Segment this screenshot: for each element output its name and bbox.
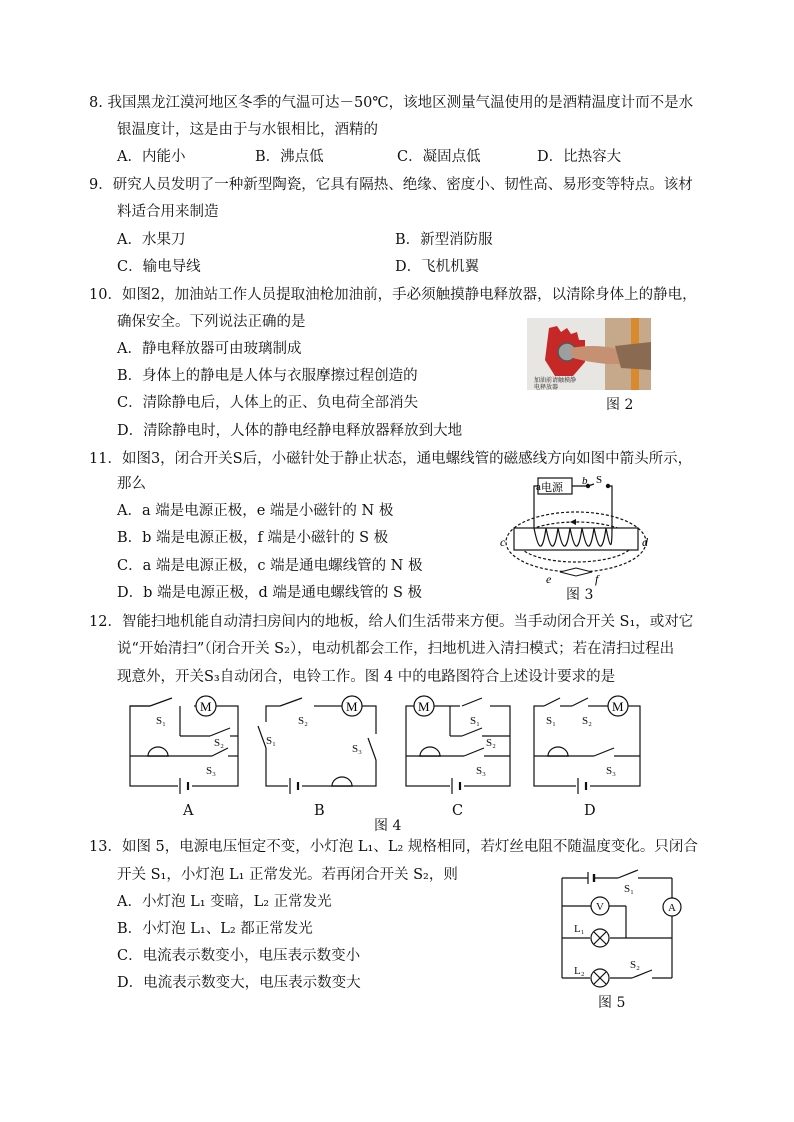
q9-stem-line1: 9．研究人员发明了一种新型陶瓷，它具有隔热、绝缘、密度小、韧性高、易形变等特点。该材 [89,177,693,193]
q10-stem-line1: 10．如图2，加油站工作人员提取油枪加油前，手必须触摸静电释放器，以清除身体上的静电， [89,287,697,303]
q10-option-d: D．清除静电时，人体的静电经静电释放器释放到大地 [117,423,463,439]
q10-option-b: B．身体上的静电是人体与衣服摩擦过程创造的 [117,368,418,384]
q11-stem-line2: 那么 [117,476,146,492]
q11-option-c: C．a 端是电源正极，c 端是通电螺线管的 N 极 [117,558,423,574]
fig4-a-s3: S₃ [206,765,216,777]
fig5-s1-label: S₁ [624,883,634,895]
fig5-caption: 图 5 [598,995,626,1011]
q13-stem-line1: 13．如图 5，电源电压恒定不变，小灯泡 L₁、L₂ 规格相同，若灯丝电阻不随温度变化。只闭合 [89,839,698,855]
fig2-caption: 图 2 [606,397,634,413]
q12-stem-line3: 现意外，开关S₃自动闭合，电铃工作。图 4 中的电路图符合上述设计要求的是 [117,669,616,685]
q13-option-d: D．电流表示数变大，电压表示数变大 [117,975,361,991]
q12-stem-line1: 12．智能扫地机能自动清扫房间内的地板，给人们生活带来方便。当手动闭合开关 S₁，或对它 [89,614,694,630]
fig4-c-s1: S₁ [470,715,480,727]
q12-stem-line2: 说“开始清扫”（闭合开关 S₂），电动机都会工作，扫地机进入清扫模式；若在清扫过程出 [117,641,675,657]
q13-option-b: B．小灯泡 L₁、L₂ 都正常发光 [117,921,313,937]
q9-option-a: A．水果刀 [117,232,186,248]
fig5-l1-label: L₁ [574,923,585,935]
q8-option-b: B．沸点低 [255,149,324,165]
q13-stem-line2: 开关 S₁，小灯泡 L₁ 正常发光。若再闭合开关 S₂，则 [117,867,458,883]
fig5-circuit [554,866,688,992]
q10-stem-line2: 确保安全。下列说法正确的是 [117,314,306,330]
fig3-switch-label: S [596,474,603,486]
q9-option-c: C．输电导线 [117,259,201,275]
fig5-s2-label: S₂ [630,959,640,971]
fig5-ammeter-label: A [668,902,676,914]
q11-option-b: B．b 端是电源正极，f 端是小磁针的 S 极 [117,530,389,546]
fig3-label-d: d [642,535,648,549]
fig4-d-s2: S₂ [582,715,592,727]
fig4-label-d: D [584,803,596,819]
fig3-caption: 图 3 [566,587,594,603]
q8-option-a: A．内能小 [117,149,186,165]
fig4-c-s2: S₂ [486,737,496,749]
fig4-a-s1: S₁ [156,715,166,727]
fig5-voltmeter-label: V [596,901,604,913]
fig4-d-s3: S₃ [606,765,616,777]
fig3-source-label: 电源 [541,482,563,494]
fig4-b-s3: S₃ [352,743,362,755]
fig3-diagram [496,474,656,590]
q9-option-d: D．飞机机翼 [395,259,480,275]
fig4-circuits: M S₁ S₂ S₃ S₂ S₁ S₃ S₁ S₂ S₃ S₁ S₂ S₃ [120,690,650,810]
fig4-label-a: A [183,803,194,819]
fig5-l2-label: L₂ [574,965,585,977]
q8-stem-line1: 8. 我国黑龙江漠河地区冬季的气温可达－50℃，该地区测量气温使用的是酒精温度计而不是水 [89,95,694,111]
q13-option-a: A．小灯泡 L₁ 变暗，L₂ 正常发光 [117,894,332,910]
fig3-label-a: a [536,481,541,493]
fig4-b-s1: S₁ [266,735,276,747]
circuit-b [258,698,382,794]
fig3-label-f: f [595,572,599,586]
fig2-photo-text: 加油前请触摸静电释放器 [534,377,577,391]
q11-option-d: D．b 端是电源正极，d 端是通电螺线管的 S 极 [117,585,423,601]
q8-option-d: D．比热容大 [537,149,622,165]
q10-option-c: C．清除静电后，人体上的正、负电荷全部消失 [117,395,419,411]
fig4-caption: 图 4 [374,818,402,834]
q8-option-c: C．凝固点低 [397,149,481,165]
fig4-label-b: B [314,803,325,819]
fig3-label-c: c [500,535,506,549]
q11-stem-line1: 11．如图3，闭合开关S后，小磁针处于静止状态，通电螺线管的磁感线方向如图中箭头所示， [89,451,693,467]
q10-option-a: A．静电释放器可由玻璃制成 [117,341,302,357]
fig4-b-s2: S₂ [298,715,308,727]
fig4-c-s3: S₃ [476,765,486,777]
fig3-label-e: e [546,572,552,586]
q8-stem-line2: 银温度计，这是由于与水银相比，酒精的 [117,122,378,138]
fig4-a-s2: S₂ [214,737,224,749]
q11-option-a: A．a 端是电源正极，e 端是小磁针的 N 极 [117,503,394,519]
q9-option-b: B．新型消防服 [395,232,493,248]
q9-stem-line2: 料适合用来制造 [117,204,219,220]
fig3-label-b: b [582,475,588,487]
fig4-label-c: C [452,803,464,819]
q13-option-c: C．电流表示数变小，电压表示数变小 [117,948,361,964]
fig4-d-s1: S₁ [546,715,556,727]
